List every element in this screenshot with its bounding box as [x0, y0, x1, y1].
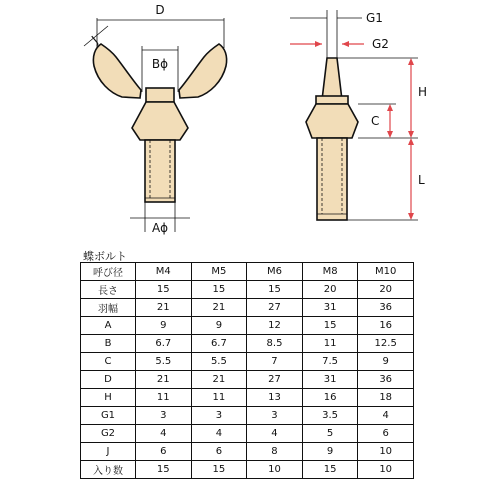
table-cell: 9: [191, 317, 247, 335]
collar: [146, 88, 174, 102]
table-row: [81, 299, 414, 317]
table-cell: 7: [247, 353, 303, 371]
label-j: J: [88, 33, 101, 47]
table-cell: 36: [358, 299, 414, 317]
arrow: [387, 131, 393, 138]
table-cell: 3: [191, 407, 247, 425]
column-header: M6: [247, 263, 303, 281]
table-row: [81, 407, 414, 425]
row-label: H: [81, 389, 136, 407]
table-row: [81, 443, 414, 461]
table-cell: 11: [136, 389, 192, 407]
table-cell: 5.5: [191, 353, 247, 371]
table-cell: 4: [136, 425, 192, 443]
wing-edge: [322, 58, 342, 100]
table-cell: 11: [191, 389, 247, 407]
column-header: M10: [358, 263, 414, 281]
table-cell: 36: [358, 371, 414, 389]
table-cell: 15: [302, 317, 358, 335]
table-cell: 13: [247, 389, 303, 407]
table-cell: 4: [358, 407, 414, 425]
table-body: [81, 281, 414, 479]
table-cell: 10: [358, 443, 414, 461]
table-row: [81, 281, 414, 299]
table-title: 蝶ボルト: [83, 250, 127, 263]
table-row: [81, 353, 414, 371]
left-wing: [93, 44, 141, 98]
table-cell: 5: [302, 425, 358, 443]
table-cell: 15: [191, 461, 247, 479]
label-a: Aϕ: [151, 221, 169, 235]
column-header: M4: [136, 263, 192, 281]
table-cell: 16: [302, 389, 358, 407]
table-cell: 21: [136, 299, 192, 317]
table-cell: 7.5: [302, 353, 358, 371]
table-cell: 16: [358, 317, 414, 335]
table-cell: 31: [302, 299, 358, 317]
table-cell: 5.5: [136, 353, 192, 371]
table-cell: 9: [358, 353, 414, 371]
row-label: 入り数: [81, 461, 136, 479]
table-cell: 8.5: [247, 335, 303, 353]
row-label: 羽幅: [81, 299, 136, 317]
wing-bolt-drawing: [0, 0, 500, 240]
table-cell: 27: [247, 371, 303, 389]
table-cell: 20: [358, 281, 414, 299]
label-c: C: [371, 114, 380, 128]
table-cell: 4: [247, 425, 303, 443]
side-view: [290, 10, 427, 220]
header-row: [81, 263, 414, 281]
label-d: D: [155, 3, 165, 17]
row-label: A: [81, 317, 136, 335]
arrow: [315, 41, 322, 47]
table-cell: 12: [247, 317, 303, 335]
table-cell: 20: [302, 281, 358, 299]
row-label: B: [81, 335, 136, 353]
body: [132, 102, 188, 140]
label-l: L: [418, 173, 425, 187]
table-cell: 18: [358, 389, 414, 407]
table-row: [81, 389, 414, 407]
row-label: J: [81, 443, 136, 461]
table-cell: 4: [191, 425, 247, 443]
table-row: [81, 461, 414, 479]
table-cell: 27: [247, 299, 303, 317]
corner-header: 呼び径: [81, 263, 136, 281]
table-cell: 21: [191, 299, 247, 317]
table-cell: 11: [302, 335, 358, 353]
arrow: [342, 41, 349, 47]
label-h: H: [418, 85, 428, 99]
table-cell: 3: [247, 407, 303, 425]
column-header: M8: [302, 263, 358, 281]
table-cell: 9: [136, 317, 192, 335]
arrow: [408, 138, 414, 145]
table-cell: 31: [302, 371, 358, 389]
table-row: [81, 425, 414, 443]
table-cell: 15: [136, 461, 192, 479]
table-cell: 6.7: [191, 335, 247, 353]
table-cell: 6: [191, 443, 247, 461]
row-label: 長さ: [81, 281, 136, 299]
collar-side: [316, 96, 348, 104]
arrow: [387, 104, 393, 111]
table-cell: 15: [136, 281, 192, 299]
row-label: D: [81, 371, 136, 389]
arrow: [408, 213, 414, 220]
table-cell: 21: [136, 371, 192, 389]
table-cell: 3.5: [302, 407, 358, 425]
table-cell: 10: [358, 461, 414, 479]
table-cell: 6.7: [136, 335, 192, 353]
row-label: C: [81, 353, 136, 371]
table-cell: 6: [358, 425, 414, 443]
spec-table: [80, 262, 414, 479]
label-g2: G2: [372, 37, 389, 51]
row-label: G1: [81, 407, 136, 425]
front-view: [84, 3, 227, 235]
table-cell: 12.5: [358, 335, 414, 353]
table-cell: 6: [136, 443, 192, 461]
table-cell: 15: [302, 461, 358, 479]
arrow: [408, 131, 414, 138]
table-cell: 3: [136, 407, 192, 425]
table-cell: 8: [247, 443, 303, 461]
label-g1: G1: [366, 11, 383, 25]
label-b: Bϕ: [151, 57, 169, 71]
right-wing: [179, 44, 227, 98]
table-cell: 21: [191, 371, 247, 389]
column-header: M5: [191, 263, 247, 281]
table-row: [81, 317, 414, 335]
table-cell: 15: [247, 281, 303, 299]
body-side: [306, 104, 358, 138]
row-label: G2: [81, 425, 136, 443]
table-cell: 15: [191, 281, 247, 299]
shank-side: [317, 138, 347, 220]
table-row: [81, 335, 414, 353]
shank: [145, 140, 175, 202]
arrow: [408, 58, 414, 65]
table-cell: 10: [247, 461, 303, 479]
table-cell: 9: [302, 443, 358, 461]
table-row: [81, 371, 414, 389]
